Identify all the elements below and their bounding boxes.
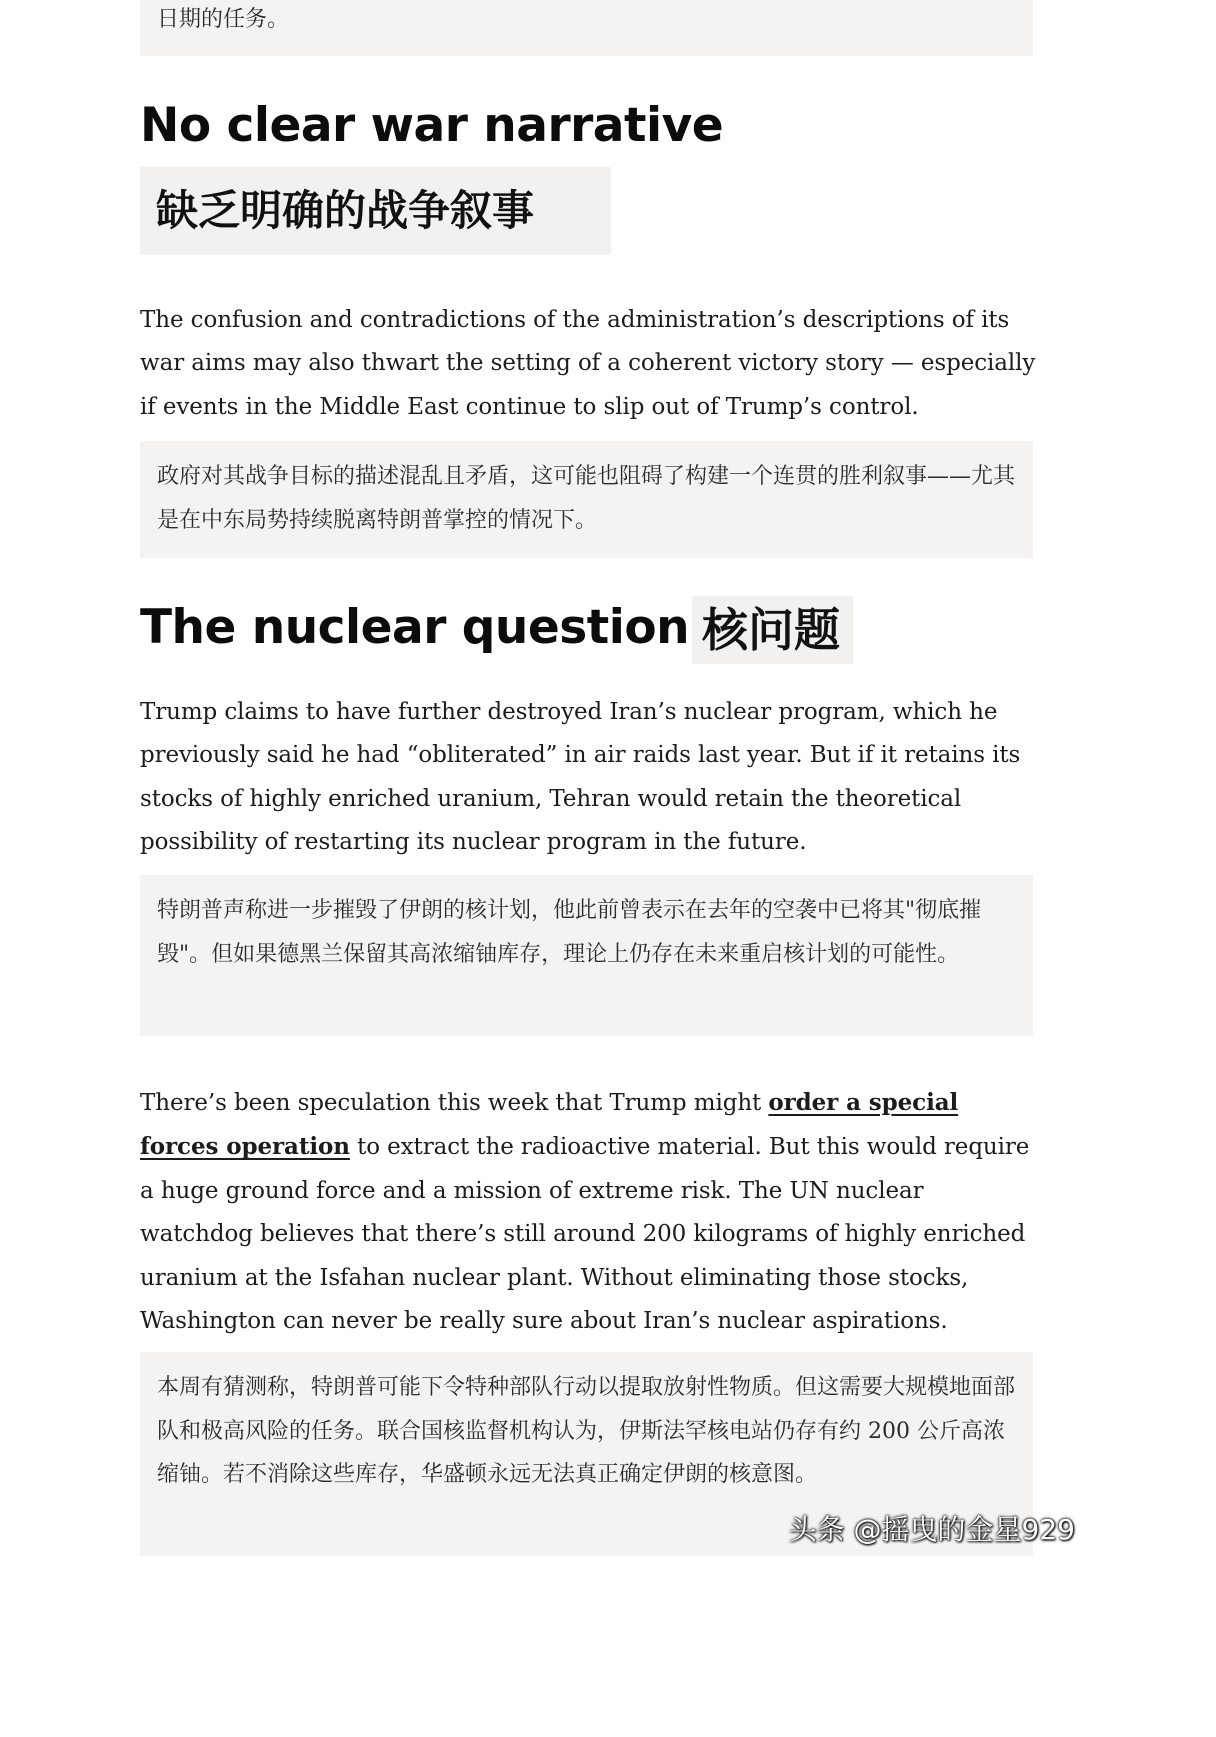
paragraph-text: There’s been speculation this week that Trump might: [140, 1090, 769, 1116]
translation-text: 特朗普声称进一步摧毁了伊朗的核计划，他此前曾表示在去年的空袭中已将其"彻底摧毁"。但如果德黑兰保留其高浓缩铀库存，理论上仍存在未来重启核计划的可能性。: [157, 898, 982, 967]
article-paragraph: The confusion and contradictions of the administration’s descriptions of its war aims may also thwart the setting of a coherent victory story — especially if events in the Middle East continue to slip out of Trump’s control.: [140, 307, 1036, 420]
article-paragraph: Trump claims to have further destroyed Iran’s nuclear program, which he previously said he had “obliterated” in air raids last year. But if it retains its stocks of highly enriched uranium, Tehran would retain the theoretical possibility of restarting its nuclear program in the future.: [140, 699, 1021, 856]
translation-box: [140, 875, 1033, 1036]
translation-text: 本周有猜测称，特朗普可能下令特种部队行动以提取放射性物质。但这需要大规模地面部队和极高风险的任务。联合国核监督机构认为，伊斯法罕核电站仍存有约 200 公斤高浓缩铀。若不消除这些库存，华盛顿永远无法真正确定伊朗的核意图。: [157, 1375, 1016, 1487]
article-paragraph: [140, 1081, 1040, 1343]
translation-box: [140, 441, 1033, 558]
special-forces-link[interactable]: order a special forces operation: [140, 1089, 959, 1161]
translation-text: 政府对其战争目标的描述混乱且矛盾，这可能也阻碍了构建一个连贯的胜利叙事——尤其是在中东局势持续脱离特朗普掌控的情况下。: [157, 464, 1016, 533]
section-heading-nuclear-question: The nuclear question: [140, 600, 690, 655]
paragraph-text: to extract the radioactive material. But this would require a huge ground force and a mission of extreme risk. The UN nuclear watchdog believes that there’s still around 200 kilograms of highly enriched uranium at the Isfahan nuclear plant. Without eliminating those stocks, Washington can never be really sure about Iran’s nuclear aspirations.: [140, 1134, 1030, 1335]
section-heading-war-narrative: No clear war narrative: [140, 98, 724, 153]
section-heading-zh-nuclear-question: 核问题: [692, 596, 853, 664]
translation-box-top: [140, 0, 1033, 56]
translation-text: 日期的任务。: [157, 7, 290, 32]
watermark: 头条 @摇曳的金星929: [788, 1513, 1075, 1546]
section-heading-zh-war-narrative: 缺乏明确的战争叙事: [140, 167, 611, 255]
